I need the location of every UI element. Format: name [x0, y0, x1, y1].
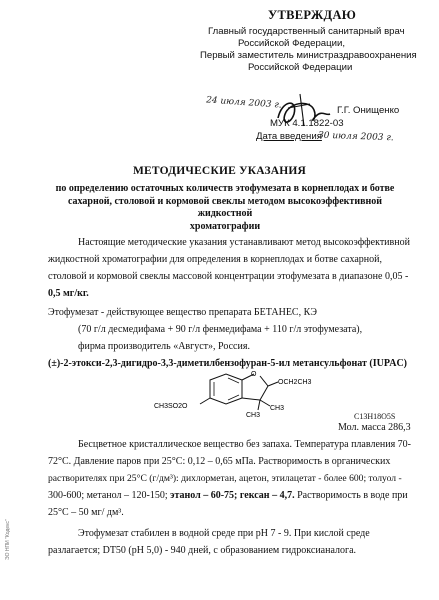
paragraph-line: столовой и кормовой свеклы массовой концентрации этофумезата в диапазоне 0,05 -	[48, 271, 409, 282]
molecular-formula: C13H18O5S	[354, 412, 396, 421]
paragraph-line: Этофумезат стабилен в водной среде при рН 7 - 9. При кислой среде	[78, 528, 370, 539]
iupac-name: (±)-2-этокси-2,3-дигидро-3,3-диметилбензофуран-5-ил метансульфонат (IUPAC)	[48, 358, 408, 369]
structural-formula	[150, 370, 360, 420]
paragraph-line: Этофумезат - действующее вещество препарата БЕТАНЕС, КЭ	[48, 307, 317, 318]
approval-position-line4: Российской Федерации	[248, 62, 353, 73]
subtitle-line: сахарной, столовой и кормовой свеклы методом высокоэффективной жидкостной	[67, 195, 383, 219]
document-subtitle	[40, 183, 410, 233]
paragraph-line: 72°С. Давление паров при 25°С: 0,12 – 0,65 мПа. Растворимость в органических	[48, 456, 391, 467]
approval-title: УТВЕРЖДАЮ	[268, 8, 357, 22]
paragraph-line: разлагается; DT50 (pH 5,0) - 940 дней, с образованием гидроксианалога.	[48, 545, 357, 556]
side-stamp: ЭО НПИ "Кодекс"	[5, 519, 11, 560]
paragraph-line: фирма производитель «Август», Россия.	[78, 341, 250, 352]
approval-position-line1: Главный государственный санитарный врач	[208, 26, 405, 37]
document-number: МУК 4.1.1822-03	[270, 118, 344, 129]
subtitle-line: по определению остаточных количеств этофумезата в корнеплодах и ботве	[55, 183, 395, 194]
paragraph-line	[48, 489, 408, 502]
ring-oxygen-label: O	[251, 371, 257, 378]
paragraph-line: Настоящие методические указания устанавливают метод высокоэффективной	[78, 237, 410, 248]
paragraph-line: (70 г/л десмедифама + 90 г/л фенмедифама + 110 г/л этофумезата),	[78, 324, 363, 335]
paragraph-line: 25°С – 50 мг/ дм³.	[48, 507, 124, 518]
molecular-mass: Мол. масса 286,3	[338, 422, 411, 433]
handwritten-approval-date: 24 июля 2003 г.	[205, 95, 283, 111]
paragraph-line: растворителях при 25°С (г/дм³): дихлорметан, ацетон, этилацетат - более 600; толуол -	[48, 473, 402, 484]
paragraph-line: жидкостной хроматографии для определения в корнеплодах и ботве сахарной,	[48, 254, 382, 265]
introduction-date-label: Дата введения	[256, 131, 322, 142]
text-fragment: 300-600; метанол – 120-150;	[48, 490, 168, 501]
paragraph-line: 0,5 мг/кг.	[48, 288, 89, 299]
approval-position-line3: Первый заместитель министраздравоохранения	[200, 50, 417, 61]
text-fragment-bold: этанол – 60-75; гексан – 4,7.	[170, 490, 295, 501]
text-fragment: Растворимость в воде при	[297, 490, 408, 501]
ethoxy-label: OCH2CH3	[278, 379, 312, 386]
methyl-label-b: CH3	[270, 405, 285, 412]
document-title: МЕТОДИЧЕСКИЕ УКАЗАНИЯ	[132, 165, 307, 177]
approval-signer: Г.Г. Онищенко	[337, 105, 400, 116]
introduction-date-handwritten: 30 июля 2003 г.	[317, 130, 394, 144]
paragraph-line: Бесцветное кристаллическое вещество без запаха. Температура плавления 70-	[78, 439, 412, 450]
methyl-label-a: CH3	[246, 412, 261, 419]
subtitle-line: хроматографии	[189, 220, 261, 232]
methanesulfonyl-label: CH3SO2O	[154, 403, 188, 410]
approval-position-line2: Российской Федерации,	[238, 38, 345, 49]
